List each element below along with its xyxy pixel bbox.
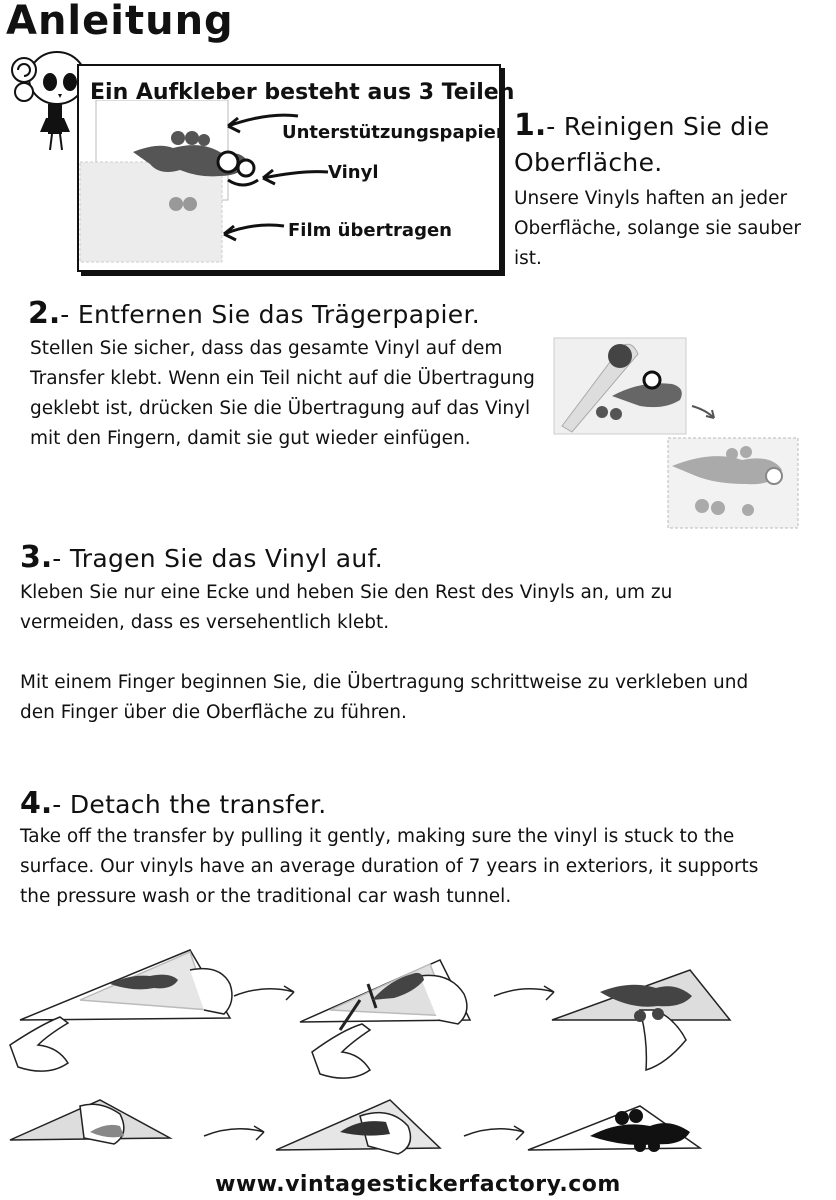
step2-line: Transfer klebt. Wenn ein Teil nicht auf die Übertragung	[30, 368, 535, 389]
step3-heading	[20, 540, 383, 575]
step2-body	[30, 334, 535, 454]
step2-line: geklebt ist, drücken Sie die Übertragung auf das Vinyl	[30, 398, 531, 419]
step2-line: Stellen Sie sicher, dass das gesamte Vinyl auf dem	[30, 338, 503, 359]
step4-number: 4.	[20, 786, 53, 821]
peel-backing-illustration	[552, 336, 802, 532]
step1-line: Oberfläche, solange sie sauber	[514, 218, 801, 239]
step4-heading-text: - Detach the transfer.	[52, 790, 327, 819]
label-vinyl: Vinyl	[328, 162, 379, 183]
step4-body	[20, 822, 758, 912]
step4-line: surface. Our vinyls have an average duration of 7 years in exteriors, it supports	[20, 856, 759, 877]
step4-line: the pressure wash or the traditional car wash tunnel.	[20, 886, 512, 907]
diagram-heading: Ein Aufkleber besteht aus 3 Teilen	[90, 80, 515, 105]
step1-line: ist.	[514, 248, 542, 269]
website-url[interactable]: www.vintagestickerfactory.com	[215, 1172, 621, 1197]
step3-line: den Finger über die Oberfläche zu führen.	[20, 702, 407, 723]
step1-heading-line2: Oberfläche.	[514, 148, 663, 177]
step3-spacer	[20, 638, 748, 668]
step2-line: mit den Fingern, damit sie gut wieder einfügen.	[30, 428, 471, 449]
step3-line: Mit einem Finger beginnen Sie, die Übertragung schrittweise zu verkleben und	[20, 672, 749, 693]
step1-heading-line1: - Reinigen Sie die	[546, 112, 770, 141]
step2-number: 2.	[28, 296, 61, 331]
application-steps-illustration	[0, 940, 836, 1170]
step2-heading	[28, 296, 480, 331]
step1-heading	[514, 108, 769, 143]
step1-body	[514, 184, 801, 274]
step3-heading-text: - Tragen Sie das Vinyl auf.	[52, 544, 384, 573]
step4-heading	[20, 786, 327, 821]
step1-line: Unsere Vinyls haften an jeder	[514, 188, 788, 209]
label-backing-paper: Unterstützungspapier	[282, 122, 505, 143]
step4-line: Take off the transfer by pulling it gently, making sure the vinyl is stuck to the	[20, 826, 735, 847]
step3-line: vermeiden, dass es versehentlich klebt.	[20, 612, 390, 633]
step3-body	[20, 578, 748, 728]
page-title: Anleitung	[6, 0, 234, 44]
label-transfer-film: Film übertragen	[288, 220, 452, 241]
step3-number: 3.	[20, 540, 53, 575]
step2-heading-text: - Entfernen Sie das Trägerpapier.	[60, 300, 480, 329]
step1-number: 1.	[514, 108, 547, 143]
step3-line: Kleben Sie nur eine Ecke und heben Sie den Rest des Vinyls an, um zu	[20, 582, 673, 603]
